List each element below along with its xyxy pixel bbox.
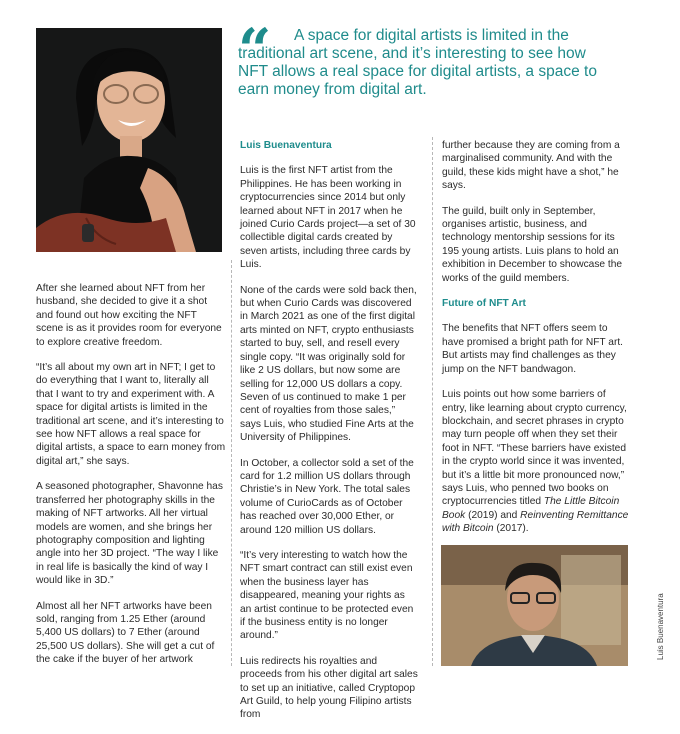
portrait-illustration xyxy=(441,545,628,666)
paragraph xyxy=(442,388,630,535)
section-heading-luis: Luis Buenaventura xyxy=(240,140,332,151)
column-divider-left xyxy=(231,260,232,666)
paragraph: The guild, built only in September, organises artistic, business, and technology mentorship sessions for its 195 young artists. Luis plans to hold an exhibition in December to showcase the works of the guild members. xyxy=(442,205,623,284)
pull-quote xyxy=(238,16,618,99)
pull-quote-text: A space for digital artists is limited in the traditional art scene, and it’s interesting to see how NFT allows a real space for digital artists, a space to earn money from digital art. xyxy=(238,27,597,98)
book-title: Reinventing Remittance with Bitcoin xyxy=(442,509,629,535)
column-divider-right xyxy=(432,137,433,666)
paragraph: None of the cards were sold back then, but when Curio Cards was discovered in March 2021 as one of the first digital arts minted on NFT, crypto enthusiasts started to buy, sell, and resell every single copy. “It was originally sold for like 2 US dollars, but now some are selling for 12,000 US dollars a copy. Seven of us continued to make 1 per cent of royalties from those sales,” says Luis, who studied Fine Arts at the University of Philippines. xyxy=(240,284,417,444)
paragraph: Luis redirects his royalties and proceeds from his other digital art sales to set up an initiative, called Cryptopop Art Guild, to help young Filipino artists from xyxy=(240,655,418,721)
paragraph: “It’s all about my own art in NFT; I get to do everything that I want to, literally all that I want to try and experiment with. A space for digital artists is limited in the traditional art scene, and it’s interesting to see how NFT allows a real space for digital artists, a space to earn money from digital art,” she says. xyxy=(36,362,226,467)
quote-mark-icon: “ xyxy=(238,16,272,84)
portrait-photo-luis xyxy=(441,545,628,666)
section-heading-future: Future of NFT Art xyxy=(442,298,526,310)
paragraph: In October, a collector sold a set of the card for 1.2 million US dollars through Christie’s in New York. The total sales volume of CurioCards as of October has reached over 30,000 Ether, or around 120 million US dollars. xyxy=(240,457,414,536)
article-column-1 xyxy=(36,282,226,679)
paragraph: Luis is the first NFT artist from the Philippines. He has been working in cryptocurrencies since 2014 but only learned about NFT in 2017 when he joined Curio Cards project—a set of 30 collectible digital cards created by seven artists, including three cards by Luis. xyxy=(240,165,416,271)
photo-credit: Luis Buenaventura xyxy=(656,593,665,660)
paragraph: After she learned about NFT from her husband, she decided to give it a shot and found out how exciting the NFT scene is as it provides room for everyone to explore creative freedom. xyxy=(36,283,222,348)
paragraph: The benefits that NFT offers seem to have promised a bright path for NFT art. But artists may find challenges as they jump on the NFT bandwagon. xyxy=(442,323,624,375)
paragraph-text: Luis points out how some barriers of entry, like learning about crypto currency, blockchain, and secret phrases in crypto may turn people off when they set their foot in NFT. “These barriers have existed in the crypto world since it was invented, but it’s a little bit more pronounced now,” says Luis, who penned two books on cryptocurrencies titled xyxy=(442,389,627,508)
portrait-illustration xyxy=(36,28,222,252)
article-column-3 xyxy=(442,139,630,548)
book-title: The Little Bitcoin Book xyxy=(442,496,620,521)
paragraph-text: (2019) and xyxy=(465,509,521,521)
paragraph: Almost all her NFT artworks have been sold, ranging from 1.25 Ether (around 5,400 US dollars) to 7 Ether (around 25,500 US dollars). She will get a cut of the cake if the buyer of her artwork xyxy=(36,600,215,666)
portrait-photo-shavonne xyxy=(36,28,222,252)
paragraph: “It’s very interesting to watch how the NFT smart contract can still exist even when the business layer has disappeared, meaning your rights as an artist continue to be protected even if the business entity is no longer around.” xyxy=(240,549,414,642)
paragraph: further because they are coming from a marginalised community. And with the guild, these kids might have a shot,” he says. xyxy=(442,140,620,192)
paragraph: A seasoned photographer, Shavonne has transferred her photography skills in the making of NFT artworks. All her virtual models are women, and she brings her photography composition and lighting angle into her 3D project. “The way I like in real life is basically the kind of way I would like in 3D.” xyxy=(36,481,223,587)
paragraph-text: (2017). xyxy=(493,523,529,535)
article-column-2 xyxy=(240,139,418,734)
